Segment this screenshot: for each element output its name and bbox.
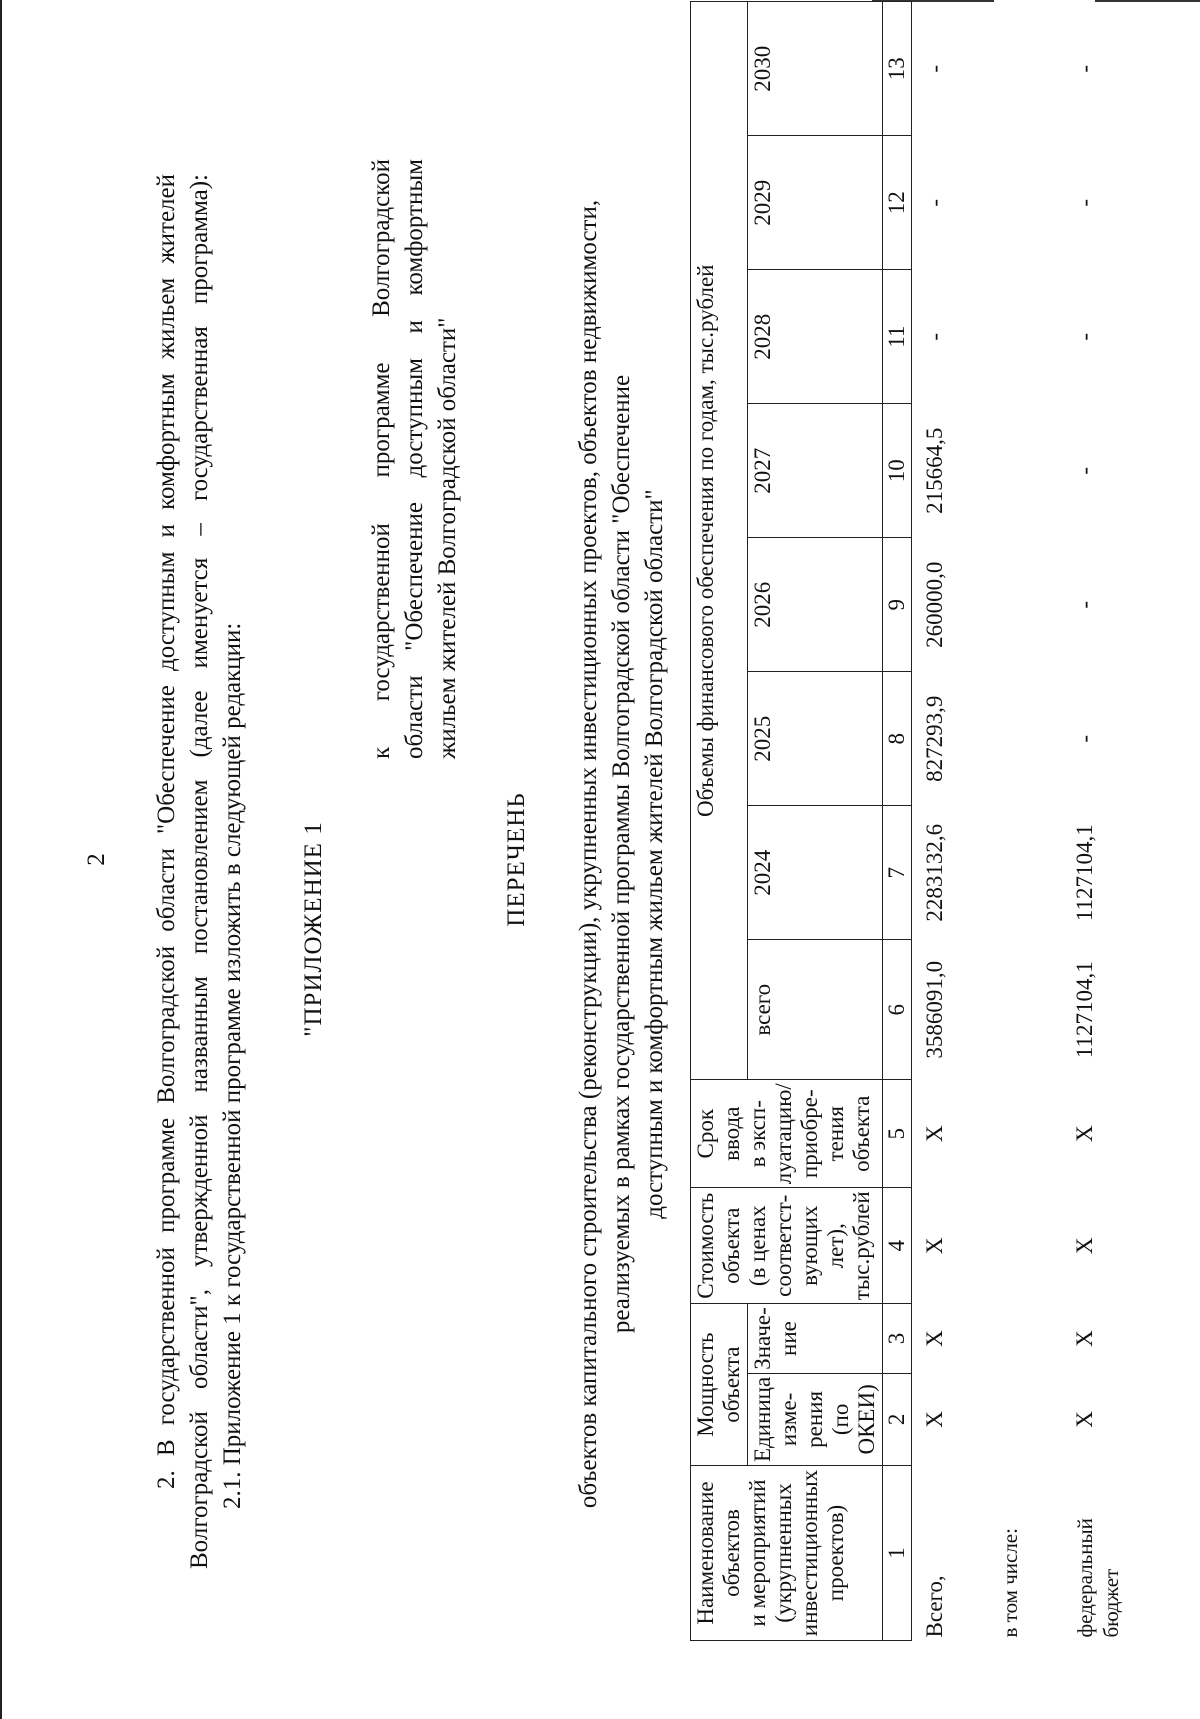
header-subrow — [748, 2, 883, 1641]
header-year: 2024 — [748, 806, 883, 940]
header-name — [691, 1466, 883, 1641]
appendix-title: "ПРИЛОЖЕНИЕ 1 — [300, 821, 327, 1037]
table-cell — [987, 806, 1062, 940]
column-number: 13 — [883, 2, 912, 136]
column-number-row — [883, 2, 912, 1641]
table-row — [987, 2, 1062, 1641]
column-number: 6 — [883, 940, 912, 1080]
header-cost — [691, 1188, 883, 1304]
header-text: (в ценах — [745, 1205, 770, 1287]
column-number: 1 — [883, 1466, 912, 1641]
table-cell: 260000,0 — [922, 561, 947, 648]
header-text: и мероприятий — [745, 1479, 770, 1627]
header-text: Наименование — [693, 1481, 718, 1625]
list-desc-line: реализуемых в рамках государственной программы Волгоградской области "Обеспечение — [608, 374, 635, 1334]
header-text: Значе- — [750, 1307, 775, 1370]
column-number: 11 — [883, 270, 912, 404]
header-text: в эксп- — [745, 1100, 770, 1168]
table-cell: - — [922, 332, 947, 341]
table-cell — [987, 538, 1062, 672]
header-text: проектов) — [823, 1504, 848, 1602]
header-year: 2025 — [748, 672, 883, 806]
list-description — [572, 129, 671, 1579]
column-number: 12 — [883, 136, 912, 270]
table-cell — [987, 672, 1062, 806]
column-number: 5 — [883, 1080, 912, 1188]
column-number: 2 — [883, 1373, 912, 1465]
column-number: 7 — [883, 806, 912, 940]
table-cell: X — [922, 1411, 947, 1428]
header-text: объекта — [719, 1346, 744, 1423]
appendix-line: к государственной программе Волгоградской — [368, 159, 395, 759]
financing-table — [690, 1, 1142, 1641]
table-cell: 1127104,1 — [1071, 824, 1097, 922]
header-text: Срок — [693, 1108, 718, 1159]
row-label: федеральный бюджет — [1072, 1518, 1123, 1638]
table-cell: - — [922, 64, 947, 73]
table-cell: X — [1071, 1411, 1097, 1428]
table-cell: - — [1071, 466, 1097, 475]
header-text: Единица — [750, 1376, 775, 1462]
appendix-line: области "Обеспечение доступным и комфортным — [401, 159, 428, 759]
header-text: вующих — [797, 1205, 822, 1286]
column-number: 3 — [883, 1304, 912, 1374]
table-cell — [987, 404, 1062, 538]
intro-line: Волгоградской области", утвержденной названным постановлением (далее именуется – государственная программа): — [186, 174, 213, 1569]
table-cell: 827293,9 — [922, 695, 947, 782]
header-term — [691, 1080, 883, 1188]
header-text: ние — [776, 1321, 801, 1356]
header-text: лет), — [823, 1223, 848, 1269]
table-cell — [987, 1373, 1062, 1465]
table-cell: - — [922, 198, 947, 207]
header-text: объекта — [719, 1207, 744, 1284]
row-label: Всего, — [922, 1575, 947, 1638]
table-cell — [987, 940, 1062, 1080]
table-cell: - — [1071, 734, 1097, 743]
intro-paragraph — [150, 174, 249, 1569]
table-cell: X — [922, 1330, 947, 1347]
table-cell — [987, 1304, 1062, 1374]
header-text: объекта — [849, 1095, 874, 1172]
table-cell — [987, 2, 1062, 136]
row-label: в том числе: — [997, 1528, 1022, 1638]
header-text: (укрупненных — [771, 1483, 796, 1623]
header-text: тыс.рублей — [849, 1191, 874, 1301]
header-year: 2028 — [748, 270, 883, 404]
header-text: ввода — [719, 1106, 744, 1161]
column-number: 10 — [883, 404, 912, 538]
table-cell — [987, 270, 1062, 404]
table-cell — [987, 1080, 1062, 1188]
table-cell: X — [922, 1237, 947, 1255]
intro-line: 2. В государственной программе Волгоградской области "Обеспечение доступным и комфортным жильем жителей — [153, 174, 180, 1489]
table-row — [912, 2, 987, 1641]
table-cell: - — [1071, 600, 1097, 609]
header-text: Стоимость — [693, 1192, 718, 1299]
column-number: 4 — [883, 1188, 912, 1304]
header-year: 2027 — [748, 404, 883, 538]
column-number: 8 — [883, 672, 912, 806]
header-capacity — [691, 1304, 748, 1466]
header-text: Мощность — [693, 1332, 718, 1437]
table-cell: 1127104,1 — [1071, 961, 1097, 1059]
table-cell: 2283132,6 — [922, 823, 947, 922]
table-cell: 215664,5 — [922, 427, 947, 514]
appendix-line: жильем жителей Волгоградской области" — [434, 317, 461, 759]
header-value — [748, 1304, 883, 1374]
table-cell — [987, 1188, 1062, 1304]
header-text: соответст- — [771, 1194, 796, 1297]
list-desc-line: объектов капитального строительства (реконструкции), укрупненных инвестиционных проектов, объектов недвижимости, — [575, 199, 602, 1509]
list-title: ПЕРЕЧЕНЬ — [503, 792, 530, 927]
appendix-subtitle — [365, 159, 464, 759]
header-text: луатацию/ — [771, 1083, 796, 1185]
header-text: рения — [802, 1390, 827, 1448]
intro-line: 2.1. Приложение 1 к государственной программе изложить в следующей редакции: — [219, 622, 246, 1509]
header-text: инвестиционных — [797, 1469, 822, 1637]
table-cell: - — [1071, 332, 1097, 341]
header-funding: Объемы финансового обеспечения по годам, тыс.рублей — [691, 2, 748, 1080]
header-row — [691, 2, 748, 1641]
table-cell: X — [1071, 1330, 1097, 1347]
header-text: приобре- — [797, 1089, 822, 1179]
table-cell: X — [1071, 1237, 1097, 1255]
table-cell: X — [1071, 1125, 1097, 1143]
table-cell — [987, 136, 1062, 270]
header-text: (по ОКЕИ) — [828, 1384, 879, 1455]
column-number: 9 — [883, 538, 912, 672]
header-year: 2029 — [748, 136, 883, 270]
header-text: изме- — [776, 1392, 801, 1447]
header-year: 2030 — [748, 2, 883, 136]
table-cell: X — [922, 1125, 947, 1143]
table-cell: 3586091,0 — [922, 960, 947, 1059]
table-cell: - — [1071, 64, 1097, 73]
header-text: тения — [823, 1106, 848, 1162]
header-unit — [748, 1373, 883, 1465]
header-text: объектов — [719, 1509, 744, 1597]
header-total: всего — [748, 940, 883, 1080]
list-desc-line: доступным и комфортным жильем жителей Волгоградской области" — [641, 489, 668, 1219]
page-number: 2 — [83, 853, 110, 866]
header-year: 2026 — [748, 538, 883, 672]
table-row — [1062, 2, 1142, 1641]
table-cell: - — [1071, 198, 1097, 207]
